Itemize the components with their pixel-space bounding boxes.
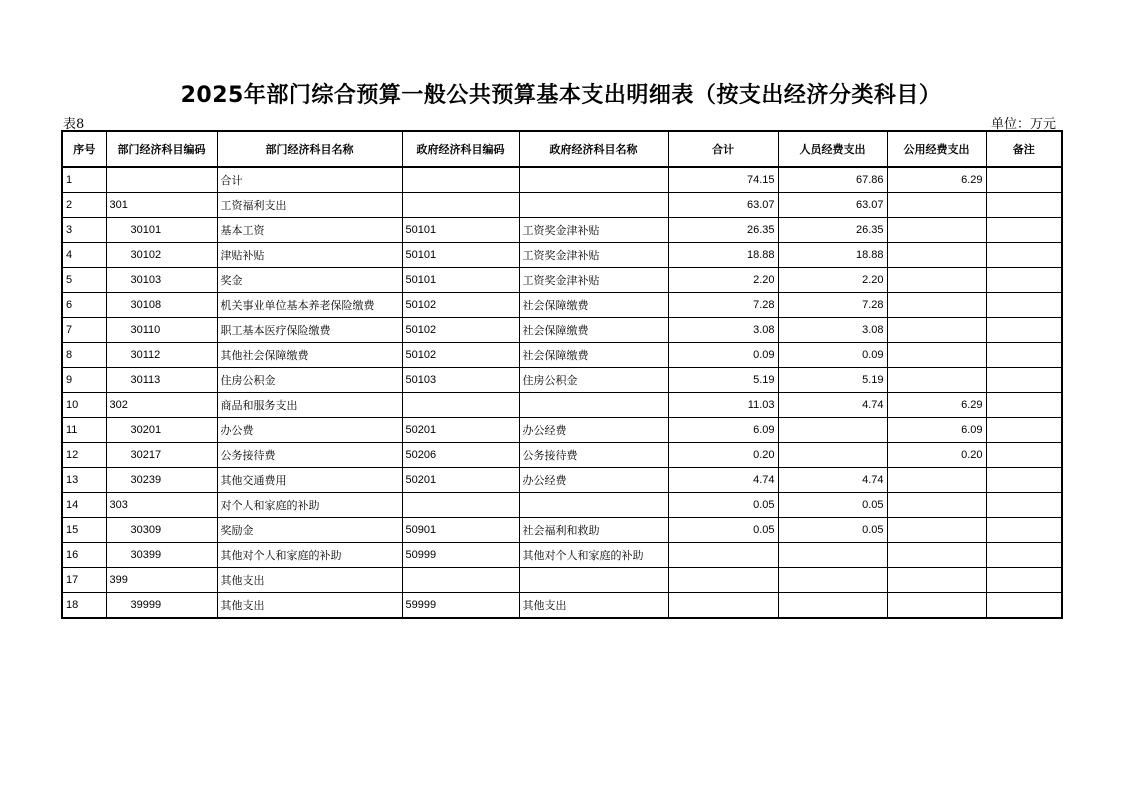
cell-gov-name: 办公经费	[519, 468, 668, 493]
table-row	[62, 593, 1062, 619]
cell-gov-code	[402, 393, 519, 418]
cell-gov-code: 50103	[402, 368, 519, 393]
table-row	[62, 568, 1062, 593]
cell-seq: 2	[62, 193, 106, 218]
cell-dept-name: 基本工资	[217, 218, 402, 243]
table-row	[62, 268, 1062, 293]
cell-gov-code: 50201	[402, 418, 519, 443]
cell-note	[986, 418, 1062, 443]
cell-seq: 9	[62, 368, 106, 393]
cell-note	[986, 543, 1062, 568]
cell-seq: 1	[62, 167, 106, 193]
cell-seq: 6	[62, 293, 106, 318]
cell-dept-code: 303	[106, 493, 217, 518]
table-row	[62, 418, 1062, 443]
cell-gov-name: 公务接待费	[519, 443, 668, 468]
cell-personnel: 5.19	[778, 368, 887, 393]
cell-dept-code: 30103	[106, 268, 217, 293]
cell-total: 18.88	[668, 243, 778, 268]
cell-note	[986, 193, 1062, 218]
cell-note	[986, 243, 1062, 268]
cell-total	[668, 543, 778, 568]
header-public: 公用经费支出	[887, 131, 986, 167]
cell-personnel	[778, 593, 887, 619]
cell-note	[986, 368, 1062, 393]
table-row	[62, 393, 1062, 418]
cell-dept-name: 津贴补贴	[217, 243, 402, 268]
cell-dept-name: 合计	[217, 167, 402, 193]
cell-note	[986, 493, 1062, 518]
cell-personnel: 0.09	[778, 343, 887, 368]
cell-gov-code: 50102	[402, 343, 519, 368]
cell-total: 0.20	[668, 443, 778, 468]
cell-gov-name: 社会保障缴费	[519, 293, 668, 318]
table-row	[62, 493, 1062, 518]
cell-personnel: 2.20	[778, 268, 887, 293]
cell-seq: 15	[62, 518, 106, 543]
cell-gov-name	[519, 493, 668, 518]
cell-gov-code: 50999	[402, 543, 519, 568]
cell-public	[887, 368, 986, 393]
header-gov-name: 政府经济科目名称	[519, 131, 668, 167]
cell-gov-code: 59999	[402, 593, 519, 619]
cell-gov-code	[402, 568, 519, 593]
cell-total: 0.05	[668, 518, 778, 543]
cell-personnel: 4.74	[778, 393, 887, 418]
table-row	[62, 293, 1062, 318]
cell-gov-name: 工资奖金津补贴	[519, 243, 668, 268]
cell-dept-code: 30112	[106, 343, 217, 368]
unit-label: 单位：万元	[990, 117, 1056, 132]
table-row	[62, 368, 1062, 393]
cell-dept-code: 399	[106, 568, 217, 593]
table-row	[62, 193, 1062, 218]
header-dept-name: 部门经济科目名称	[217, 131, 402, 167]
cell-seq: 17	[62, 568, 106, 593]
cell-dept-code: 30113	[106, 368, 217, 393]
cell-gov-name: 办公经费	[519, 418, 668, 443]
cell-note	[986, 518, 1062, 543]
cell-public	[887, 543, 986, 568]
cell-public	[887, 493, 986, 518]
cell-personnel: 63.07	[778, 193, 887, 218]
table-row	[62, 443, 1062, 468]
cell-gov-code: 50206	[402, 443, 519, 468]
cell-gov-name	[519, 568, 668, 593]
cell-total: 74.15	[668, 167, 778, 193]
cell-dept-name: 办公费	[217, 418, 402, 443]
header-dept-code: 部门经济科目编码	[106, 131, 217, 167]
cell-seq: 5	[62, 268, 106, 293]
cell-note	[986, 593, 1062, 619]
cell-dept-code: 30108	[106, 293, 217, 318]
cell-note	[986, 343, 1062, 368]
cell-gov-name	[519, 167, 668, 193]
cell-gov-code: 50201	[402, 468, 519, 493]
cell-public	[887, 218, 986, 243]
cell-personnel: 3.08	[778, 318, 887, 343]
cell-personnel	[778, 543, 887, 568]
cell-dept-code: 30110	[106, 318, 217, 343]
cell-dept-name: 奖金	[217, 268, 402, 293]
cell-gov-name: 社会福利和救助	[519, 518, 668, 543]
header-gov-code: 政府经济科目编码	[402, 131, 519, 167]
cell-total	[668, 568, 778, 593]
cell-public	[887, 268, 986, 293]
cell-dept-code: 30217	[106, 443, 217, 468]
cell-gov-code: 50102	[402, 318, 519, 343]
cell-dept-name: 工资福利支出	[217, 193, 402, 218]
cell-public	[887, 468, 986, 493]
cell-gov-code: 50101	[402, 218, 519, 243]
table-row	[62, 318, 1062, 343]
budget-table	[61, 130, 1063, 619]
cell-personnel: 0.05	[778, 518, 887, 543]
header-total: 合计	[668, 131, 778, 167]
cell-dept-name: 商品和服务支出	[217, 393, 402, 418]
cell-gov-name: 社会保障缴费	[519, 318, 668, 343]
cell-dept-name: 其他交通费用	[217, 468, 402, 493]
cell-note	[986, 468, 1062, 493]
cell-dept-name: 其他对个人和家庭的补助	[217, 543, 402, 568]
cell-note	[986, 218, 1062, 243]
cell-public	[887, 568, 986, 593]
cell-gov-code	[402, 167, 519, 193]
cell-public	[887, 518, 986, 543]
cell-total: 7.28	[668, 293, 778, 318]
cell-seq: 10	[62, 393, 106, 418]
cell-gov-code: 50102	[402, 293, 519, 318]
cell-dept-code: 30309	[106, 518, 217, 543]
cell-dept-name: 公务接待费	[217, 443, 402, 468]
cell-gov-name: 其他对个人和家庭的补助	[519, 543, 668, 568]
cell-personnel: 4.74	[778, 468, 887, 493]
cell-gov-name: 工资奖金津补贴	[519, 218, 668, 243]
table-row	[62, 218, 1062, 243]
cell-gov-name: 住房公积金	[519, 368, 668, 393]
cell-gov-name: 社会保障缴费	[519, 343, 668, 368]
cell-dept-name: 其他支出	[217, 593, 402, 619]
table-number: 表8	[63, 117, 85, 132]
table-row	[62, 468, 1062, 493]
cell-personnel	[778, 568, 887, 593]
header-note: 备注	[986, 131, 1062, 167]
cell-gov-code: 50101	[402, 268, 519, 293]
cell-note	[986, 293, 1062, 318]
cell-total: 63.07	[668, 193, 778, 218]
cell-note	[986, 167, 1062, 193]
header-row	[62, 131, 1062, 167]
cell-total: 5.19	[668, 368, 778, 393]
cell-seq: 4	[62, 243, 106, 268]
cell-seq: 3	[62, 218, 106, 243]
cell-total: 6.09	[668, 418, 778, 443]
cell-dept-code: 30102	[106, 243, 217, 268]
cell-note	[986, 318, 1062, 343]
cell-total: 4.74	[668, 468, 778, 493]
cell-total	[668, 593, 778, 619]
table-row	[62, 543, 1062, 568]
cell-gov-code	[402, 193, 519, 218]
cell-dept-code: 30239	[106, 468, 217, 493]
cell-total: 0.09	[668, 343, 778, 368]
cell-public	[887, 593, 986, 619]
cell-dept-name: 对个人和家庭的补助	[217, 493, 402, 518]
cell-seq: 13	[62, 468, 106, 493]
cell-public: 6.29	[887, 393, 986, 418]
table-row	[62, 167, 1062, 193]
cell-dept-code: 39999	[106, 593, 217, 619]
cell-personnel: 0.05	[778, 493, 887, 518]
cell-gov-name: 其他支出	[519, 593, 668, 619]
cell-dept-name: 其他支出	[217, 568, 402, 593]
cell-public: 6.09	[887, 418, 986, 443]
cell-dept-code: 30399	[106, 543, 217, 568]
cell-gov-code	[402, 493, 519, 518]
cell-public	[887, 293, 986, 318]
cell-total: 26.35	[668, 218, 778, 243]
cell-public: 6.29	[887, 167, 986, 193]
cell-personnel: 7.28	[778, 293, 887, 318]
cell-seq: 11	[62, 418, 106, 443]
cell-seq: 7	[62, 318, 106, 343]
cell-gov-code: 50101	[402, 243, 519, 268]
cell-total: 3.08	[668, 318, 778, 343]
cell-personnel: 18.88	[778, 243, 887, 268]
cell-public	[887, 193, 986, 218]
cell-public	[887, 243, 986, 268]
cell-dept-code	[106, 167, 217, 193]
cell-dept-code: 301	[106, 193, 217, 218]
cell-gov-name: 工资奖金津补贴	[519, 268, 668, 293]
table-row	[62, 518, 1062, 543]
cell-note	[986, 443, 1062, 468]
page-title: 2025年部门综合预算一般公共预算基本支出明细表（按支出经济分类科目）	[180, 83, 942, 108]
cell-dept-name: 奖励金	[217, 518, 402, 543]
cell-gov-name	[519, 193, 668, 218]
cell-dept-code: 302	[106, 393, 217, 418]
cell-seq: 14	[62, 493, 106, 518]
cell-dept-name: 其他社会保障缴费	[217, 343, 402, 368]
cell-personnel: 26.35	[778, 218, 887, 243]
cell-personnel: 67.86	[778, 167, 887, 193]
header-personnel: 人员经费支出	[778, 131, 887, 167]
cell-seq: 8	[62, 343, 106, 368]
cell-public	[887, 343, 986, 368]
cell-dept-code: 30101	[106, 218, 217, 243]
cell-personnel	[778, 443, 887, 468]
cell-note	[986, 568, 1062, 593]
table-row	[62, 243, 1062, 268]
cell-dept-name: 机关事业单位基本养老保险缴费	[217, 293, 402, 318]
cell-public	[887, 318, 986, 343]
cell-gov-name	[519, 393, 668, 418]
cell-note	[986, 268, 1062, 293]
cell-seq: 12	[62, 443, 106, 468]
cell-total: 11.03	[668, 393, 778, 418]
header-seq: 序号	[62, 131, 106, 167]
cell-dept-code: 30201	[106, 418, 217, 443]
cell-public: 0.20	[887, 443, 986, 468]
cell-seq: 18	[62, 593, 106, 619]
cell-note	[986, 393, 1062, 418]
cell-total: 2.20	[668, 268, 778, 293]
cell-dept-name: 住房公积金	[217, 368, 402, 393]
cell-total: 0.05	[668, 493, 778, 518]
table-row	[62, 343, 1062, 368]
cell-personnel	[778, 418, 887, 443]
cell-gov-code: 50901	[402, 518, 519, 543]
cell-seq: 16	[62, 543, 106, 568]
cell-dept-name: 职工基本医疗保险缴费	[217, 318, 402, 343]
